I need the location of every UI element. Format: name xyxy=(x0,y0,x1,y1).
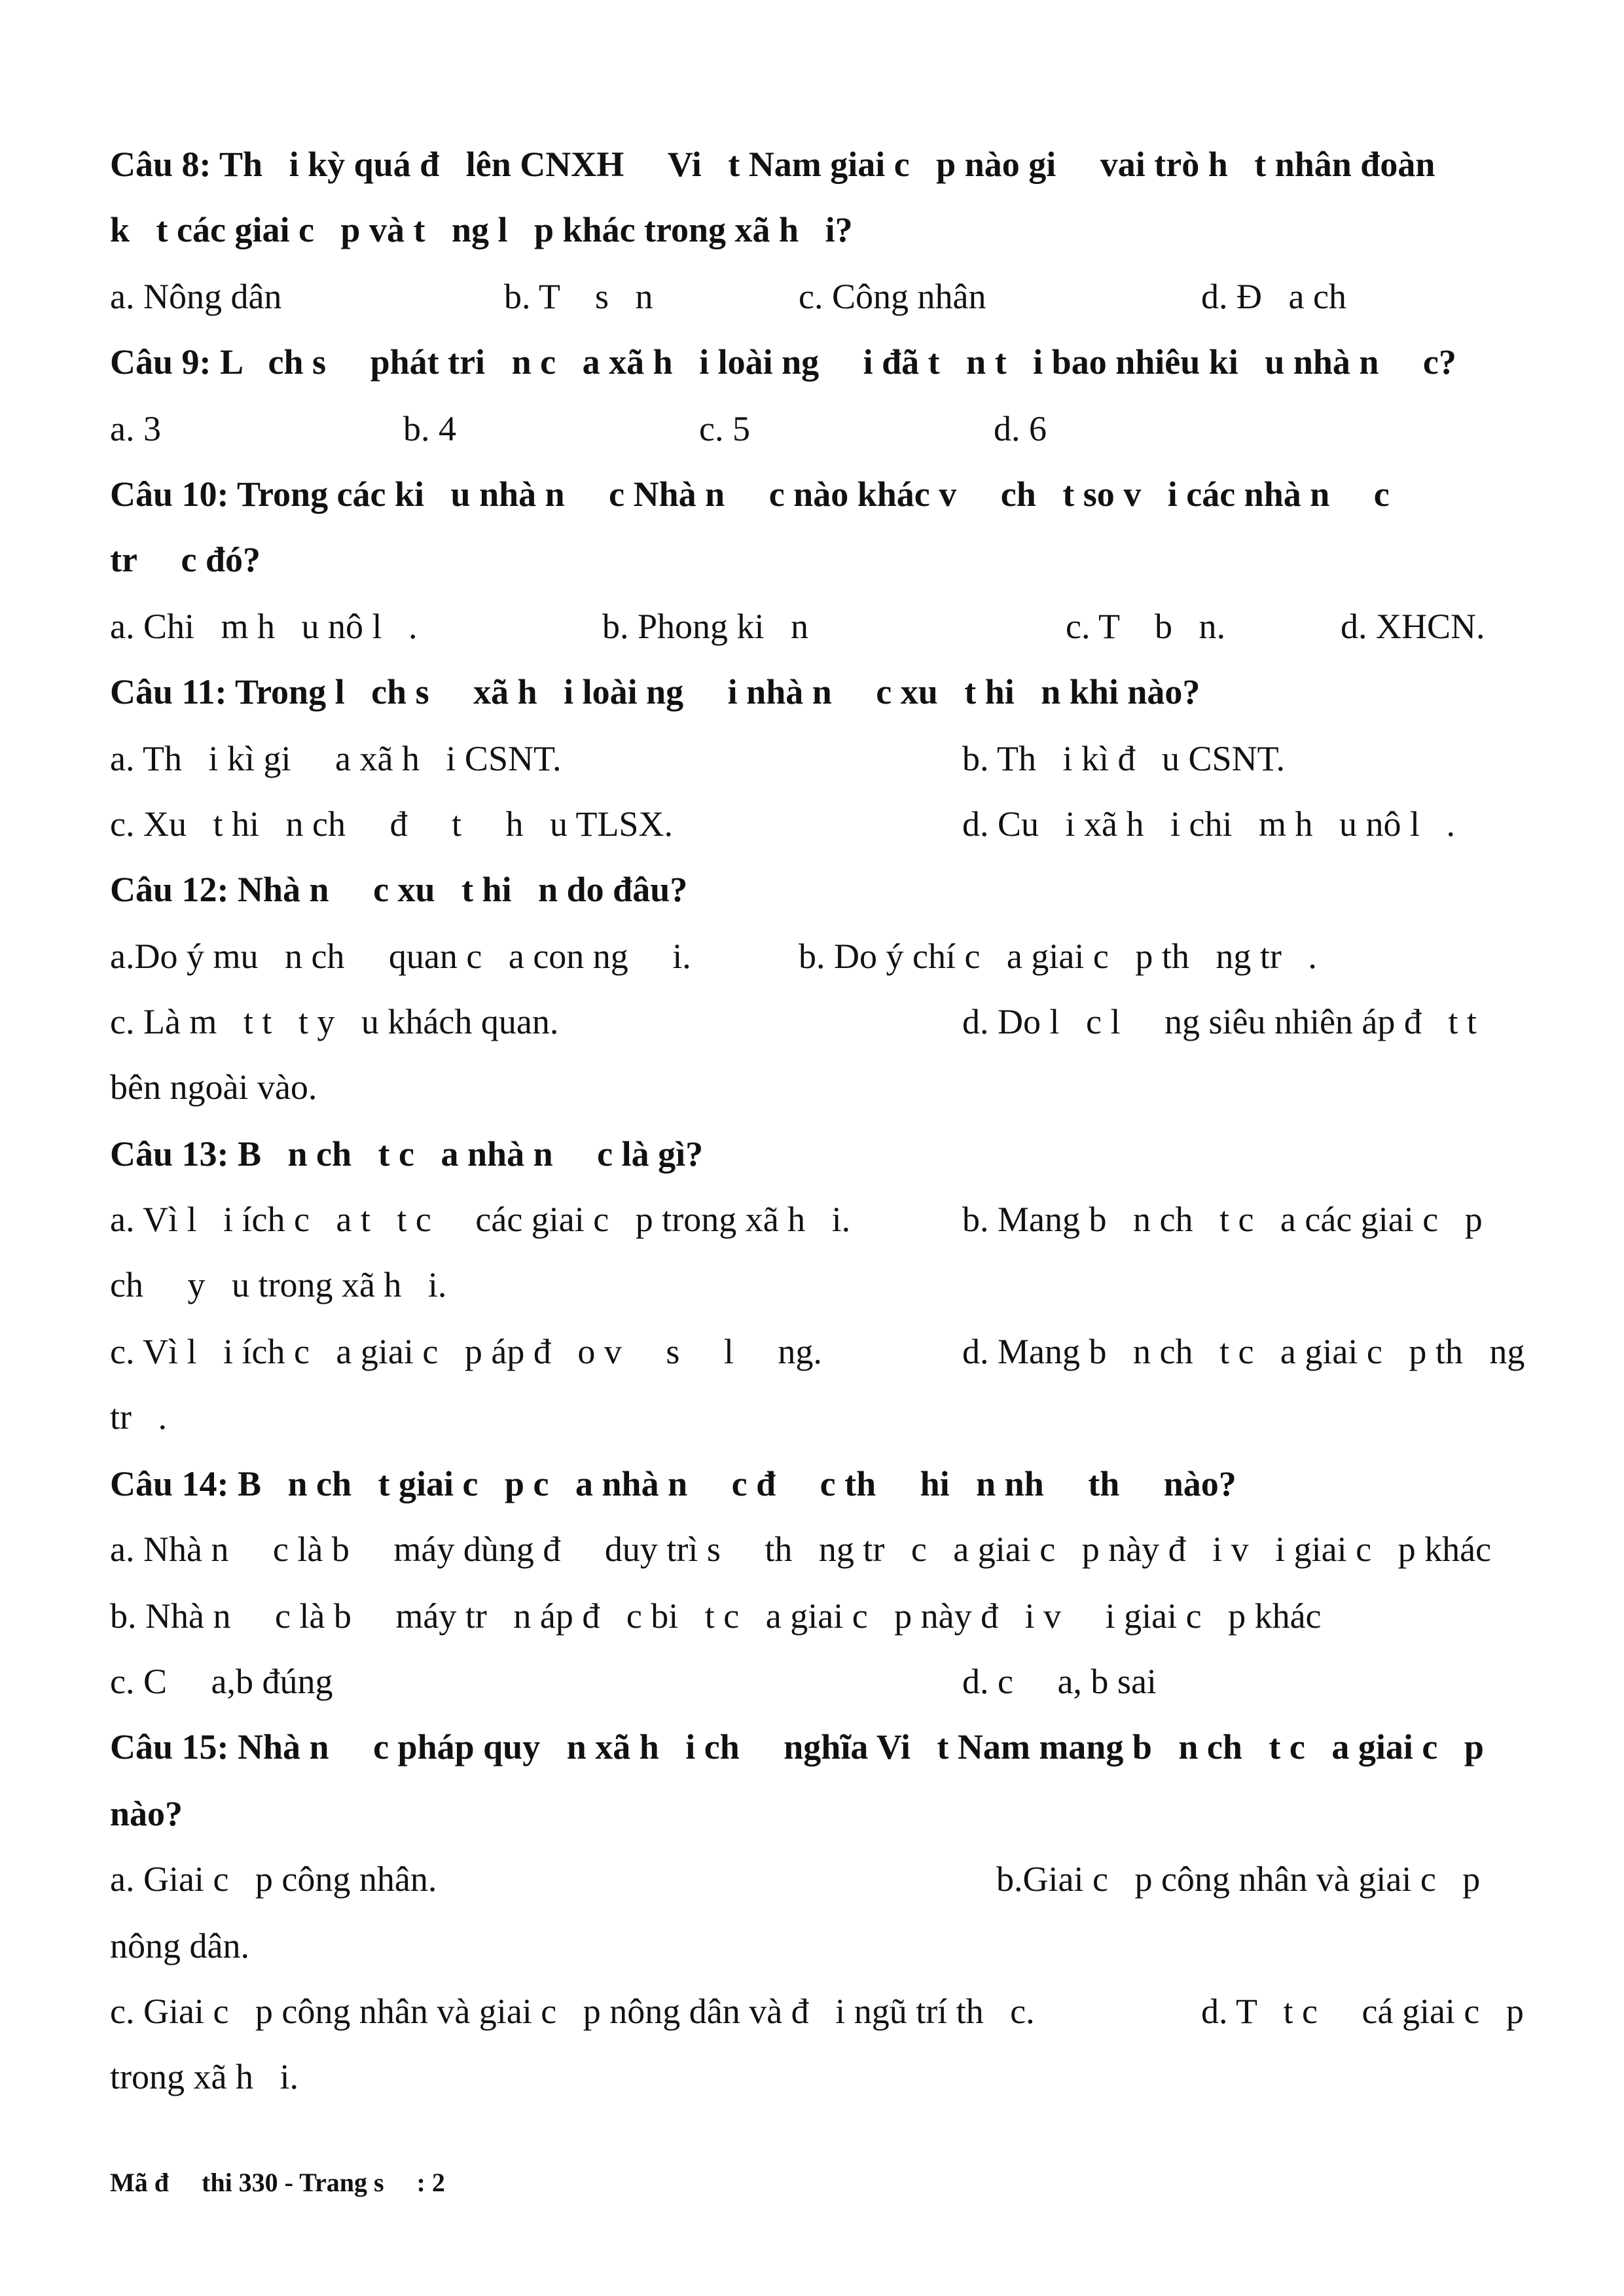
q12-option-c: c. Là m t t t y u khách quan. xyxy=(110,1002,559,1041)
q8-option-a: a. Nông dân xyxy=(110,277,282,316)
q15-option-d: d. T t c cá giai c p xyxy=(1201,1992,1524,2031)
q12-option-d: d. Do l c l ng siêu nhiên áp đ t t xyxy=(962,1002,1477,1041)
q14-option-c: c. C a,b đúng xyxy=(110,1662,333,1701)
q15-stem-line2: nào? xyxy=(110,1794,183,1833)
q12-option-d-cont: bên ngoài vào. xyxy=(110,1067,317,1107)
q9-option-d: d. 6 xyxy=(994,409,1047,448)
q10-stem-line1: Câu 10: Trong các ki u nhà n c Nhà n c nào khác v ch t so v i các nhà n c xyxy=(110,475,1390,514)
q8-stem-line2: k t các giai c p và t ng l p khác trong xã h i? xyxy=(110,210,853,249)
q13-option-a: a. Vì l i ích c a t t c các giai c p trong xã h i. xyxy=(110,1200,851,1239)
q9-option-a: a. 3 xyxy=(110,409,161,448)
q15-option-c: c. Giai c p công nhân và giai c p nông dân và đ i ngũ trí th c. xyxy=(110,1992,1035,2031)
q13-option-d: d. Mang b n ch t c a giai c p th ng xyxy=(962,1332,1525,1371)
q13-option-c: c. Vì l i ích c a giai c p áp đ o v s l ng. xyxy=(110,1332,822,1371)
q10-option-c: c. T b n. xyxy=(1066,607,1226,646)
q14-stem-line1: Câu 14: B n ch t giai c p c a nhà n c đ c th hi n nh th nào? xyxy=(110,1464,1236,1503)
q10-option-d: d. XHCN. xyxy=(1341,607,1485,646)
q15-option-a: a. Giai c p công nhân. xyxy=(110,1859,437,1899)
q12-option-a: a.Do ý mu n ch quan c a con ng i. xyxy=(110,937,691,976)
q10-stem-line2: tr c đó? xyxy=(110,540,261,579)
q11-option-b: b. Th i kì đ u CSNT. xyxy=(962,739,1286,778)
q9-option-c: c. 5 xyxy=(699,409,750,448)
q10-option-a: a. Chi m h u nô l . xyxy=(110,607,418,646)
q14-option-d: d. c a, b sai xyxy=(962,1662,1157,1701)
q13-option-d-cont: tr . xyxy=(110,1397,167,1437)
q8-stem-line1: Câu 8: Th i kỳ quá đ lên CNXH Vi t Nam giai c p nào gi vai trò h t nhân đoàn xyxy=(110,145,1435,184)
q15-option-d-cont: trong xã h i. xyxy=(110,2057,298,2096)
q8-option-c: c. Công nhân xyxy=(799,277,986,316)
q12-stem-line1: Câu 12: Nhà n c xu t hi n do đâu? xyxy=(110,870,688,909)
q12-option-b: b. Do ý chí c a giai c p th ng tr . xyxy=(799,937,1317,976)
q11-option-d: d. Cu i xã h i chi m h u nô l . xyxy=(962,804,1455,844)
q15-stem-line1: Câu 15: Nhà n c pháp quy n xã h i ch nghĩa Vi t Nam mang b n ch t c a giai c p xyxy=(110,1727,1484,1767)
q10-option-b: b. Phong ki n xyxy=(602,607,809,646)
q8-option-b: b. T s n xyxy=(504,277,653,316)
q11-stem-line1: Câu 11: Trong l ch s xã h i loài ng i nhà n c xu t hi n khi nào? xyxy=(110,672,1200,711)
q13-option-b: b. Mang b n ch t c a các giai c p xyxy=(962,1200,1483,1239)
q9-option-b: b. 4 xyxy=(403,409,456,448)
q8-option-d: d. Đ a ch xyxy=(1201,277,1346,316)
q15-option-b: b.Giai c p công nhân và giai c p xyxy=(996,1859,1481,1899)
q15-option-b-cont: nông dân. xyxy=(110,1926,249,1965)
q13-stem-line1: Câu 13: B n ch t c a nhà n c là gì? xyxy=(110,1134,704,1174)
q14-option-b: b. Nhà n c là b máy tr n áp đ c bi t c a giai c p này đ i v i giai c p khác xyxy=(110,1596,1322,1636)
q11-option-a: a. Th i kì gi a xã h i CSNT. xyxy=(110,739,562,778)
q13-option-b-cont: ch y u trong xã h i. xyxy=(110,1265,447,1304)
q14-option-a: a. Nhà n c là b máy dùng đ duy trì s th ng tr c a giai c p này đ i v i giai c p khác xyxy=(110,1530,1492,1569)
q11-option-c: c. Xu t hi n ch đ t h u TLSX. xyxy=(110,804,673,844)
page-footer: Mã đ thi 330 - Trang s : 2 xyxy=(110,2168,445,2197)
q9-stem-line1: Câu 9: L ch s phát tri n c a xã h i loài ng i đã t n t i bao nhiêu ki u nhà n c? xyxy=(110,342,1456,382)
